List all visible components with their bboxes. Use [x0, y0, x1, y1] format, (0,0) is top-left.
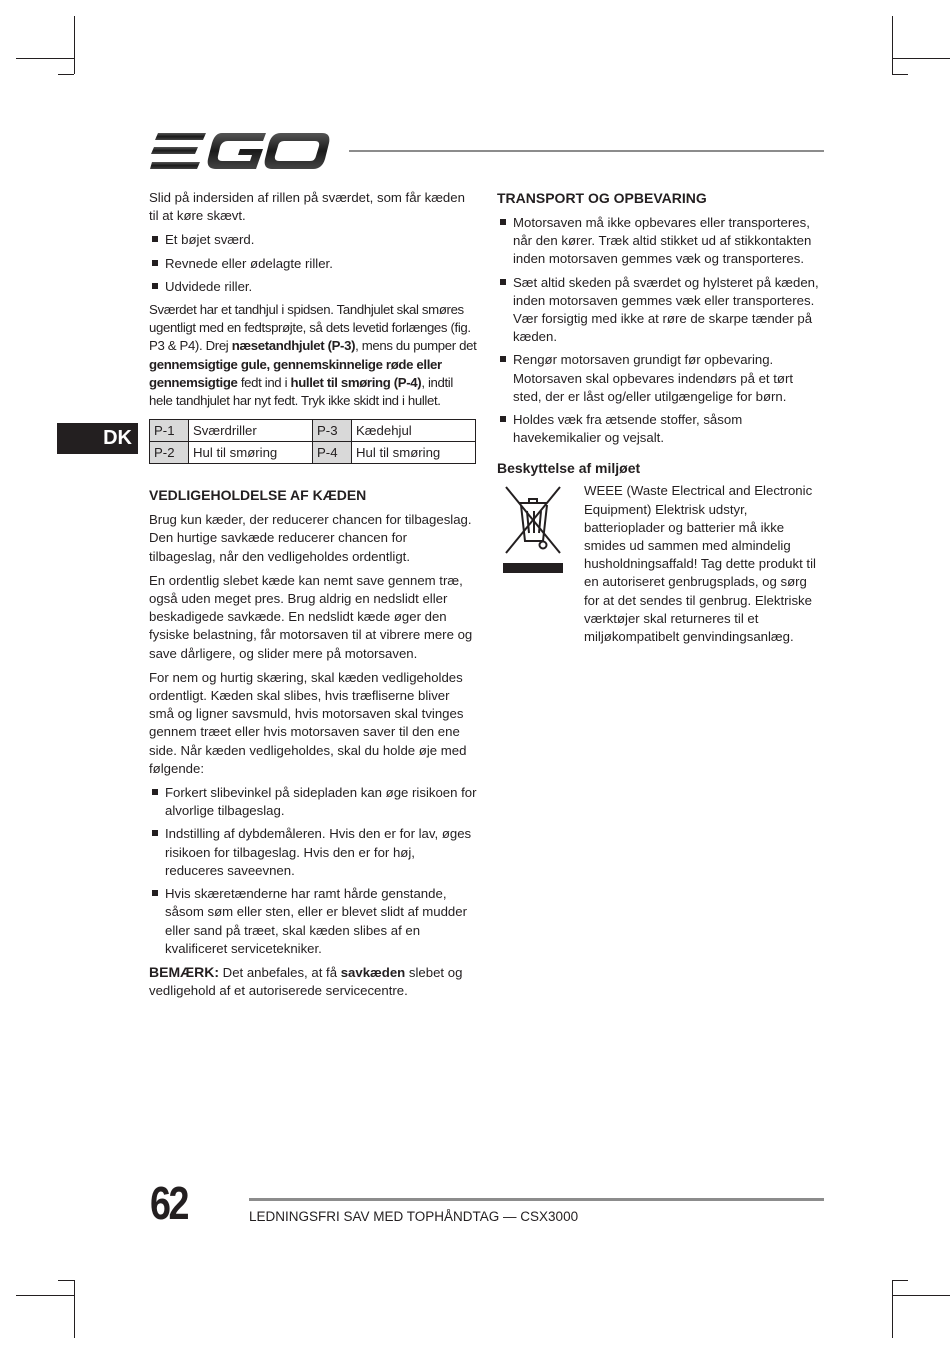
footer-rule: [249, 1198, 824, 1201]
ego-logo: [150, 130, 330, 172]
table-cell: P-2: [150, 442, 189, 464]
table-row: [150, 420, 476, 442]
section-heading-environment: Beskyttelse af miljøet: [497, 460, 641, 477]
list-item: [497, 351, 823, 406]
language-tab: [57, 423, 138, 454]
list-item: [149, 825, 477, 880]
bullet-icon: [152, 890, 158, 896]
list-item-text: Indstilling af dybdemåleren. Hvis den er for lav, øges risikoen for tilbageslag. Hvis den er for høj, reduceres saveevnen.: [165, 826, 472, 878]
crop-mark: [892, 1280, 908, 1281]
weee-text: WEEE (Waste Electrical and Electronic Equipment) Elektrisk udstyr, batterioplader og batterier må ikke smides ud sammen med almindelig husholdningsaffald! Tag dette produkt til en autoriseret genbrugsplads, og sørg for at det sendes til genbrug. Elektriske værktøjer skal returneres til et miljøkompatibelt genvindingsanlæg.: [584, 483, 816, 645]
list-item-text: Hvis skæretænderne har ramt hårde genstande, såsom søm eller sten, eller er blevet slidt af mudder eller sand på træet, skal kæden slibes af en kvalificeret servicetekniker.: [165, 886, 467, 956]
bullet-icon: [152, 789, 158, 795]
text-run: , indtil hele tandhjulet har nyt fedt. Tryk ikke skidt ind i hullet.: [149, 374, 453, 409]
table-row: [150, 442, 476, 464]
list-item-text: Udvidede riller.: [165, 278, 253, 294]
left-column: [149, 189, 477, 1006]
crop-mark: [74, 1280, 75, 1338]
header-rule: [349, 150, 824, 152]
list-item: [497, 411, 823, 447]
bold-run: savkæden: [340, 964, 406, 980]
crop-mark: [892, 74, 908, 75]
crop-mark: [58, 74, 74, 75]
crossed-out-wheelie-bin-icon: [503, 483, 563, 573]
bullet-icon: [152, 236, 158, 242]
text-run: fedt ind i: [237, 374, 291, 390]
language-tab-label: DK: [103, 427, 132, 449]
bullet-icon: [152, 260, 158, 266]
list-item-text: Rengør motorsaven grundigt før opbevaring. Motorsaven skal opbevares indendørs på et tørt sted, der er låst og/eller utilgængelige for børn.: [513, 352, 794, 404]
crop-mark: [892, 1280, 893, 1338]
list-item-text: Sæt altid skeden på sværdet og hylsteret på kæden, inden motorsaven gemmes væk eller transporteres. Vær forsigtig med ikke at røre de skarpe tænder på kæden.: [513, 274, 819, 345]
intro-text: Slid på indersiden af rillen på sværdet, som får kæden til at køre skævt.: [149, 190, 465, 224]
parts-table: [149, 419, 476, 464]
footer-title: LEDNINGSFRI SAV MED TOPHÅNDTAG — CSX3000: [249, 1209, 579, 1224]
table-cell: Sværdriller: [189, 420, 313, 442]
weee-block: [497, 482, 823, 646]
right-column: [497, 189, 823, 652]
table-cell: Hul til smøring: [189, 442, 313, 464]
paragraph: Brug kun kæder, der reducerer chancen for tilbageslag. Den hurtige savkæde reducerer chancen for tilbageslag, når den vedligeholdes ordentligt.: [149, 512, 472, 564]
text-run: , mens du pumper det: [355, 338, 477, 354]
paragraph: For nem og hurtig skæring, skal kæden vedligeholdes ordentligt. Kæden skal slibes, hvis træfliserne bliver små og ligner savsmuld, hvis motorsaven skal tvinges gennem træet eller hvis motorsaven saver til den ene side. Når kæden vedligeholdes, skal du holde øje med følgende:: [149, 669, 467, 776]
list-item-text: Motorsaven må ikke opbevares eller transporteres, når den kører. Træk altid stikket ud af stikkontakten inden motorsaven gemmes væk og transporteres.: [513, 215, 812, 267]
list-item-text: Et bøjet sværd.: [165, 232, 255, 248]
text-run: Det anbefales, at få: [219, 964, 341, 980]
list-item: [149, 231, 477, 249]
list-item: [149, 885, 477, 958]
crop-mark: [58, 1280, 74, 1281]
section-heading-transport: TRANSPORT OG OPBEVARING: [497, 190, 707, 206]
note-label: BEMÆRK:: [149, 963, 219, 980]
crop-mark: [74, 16, 75, 74]
bullet-icon: [500, 279, 506, 285]
crop-mark: [16, 1295, 74, 1296]
bullet-icon: [152, 283, 158, 289]
list-item-text: Forkert slibevinkel på sidepladen kan øge risikoen for alvorlige tilbageslag.: [165, 785, 477, 819]
crop-mark: [892, 58, 950, 59]
list-item: [497, 274, 823, 347]
table-cell: Kædehjul: [352, 420, 476, 442]
text-run: slebet og vedligehold af et autoriserede servicecentre.: [149, 964, 463, 999]
table-cell: P-4: [313, 442, 352, 464]
bullet-list-transport: [497, 214, 823, 447]
page-number: 62: [150, 1177, 188, 1229]
bullet-icon: [500, 416, 506, 422]
list-item: [149, 278, 477, 296]
sprocket-paragraph: [149, 301, 477, 410]
bullet-list-damage: [149, 231, 477, 296]
crop-mark: [892, 1295, 950, 1296]
paragraph: En ordentlig slebet kæde kan nemt save gennem træ, også uden meget pres. Brug aldrig en nedslidt eller beskadigede savkæde. En nedslidt kæde øger den fysiske belastning, får motorsaven til at vibrere mere og save dårligere, og slider mere på motorsaven.: [149, 572, 473, 661]
text-run: Sværdet har et tandhjul i spidsen. Tandhjulet skal smøres ugentligt med en fedtsprøjte, så dets levetid forlænges (fig. P3 & P4). Drej: [149, 302, 471, 354]
list-item-text: Holdes væk fra ætsende stoffer, såsom havekemikalier og vejsalt.: [513, 412, 743, 446]
bullet-icon: [500, 219, 506, 225]
table-cell: Hul til smøring: [352, 442, 476, 464]
section-heading-chain-maintenance: VEDLIGEHOLDELSE AF KÆDEN: [149, 487, 367, 504]
bullet-icon: [152, 830, 158, 836]
bullet-icon: [500, 356, 506, 362]
bullet-list-sharpening: [149, 784, 477, 958]
bold-run: næsetandhjulet (P-3): [231, 338, 356, 354]
table-cell: P-1: [150, 420, 189, 442]
bold-run: hullet til smøring (P-4): [290, 374, 422, 390]
list-item-text: Revnede eller ødelagte riller.: [165, 255, 333, 271]
crop-mark: [16, 58, 74, 59]
crop-mark: [892, 16, 893, 74]
bold-run: gennemsigtige gule, gennemskinnelige røde eller gennemsigtige: [149, 356, 442, 390]
list-item: [149, 784, 477, 820]
table-cell: P-3: [313, 420, 352, 442]
list-item: [149, 255, 477, 273]
list-item: [497, 214, 823, 269]
note-paragraph: [149, 963, 477, 1000]
